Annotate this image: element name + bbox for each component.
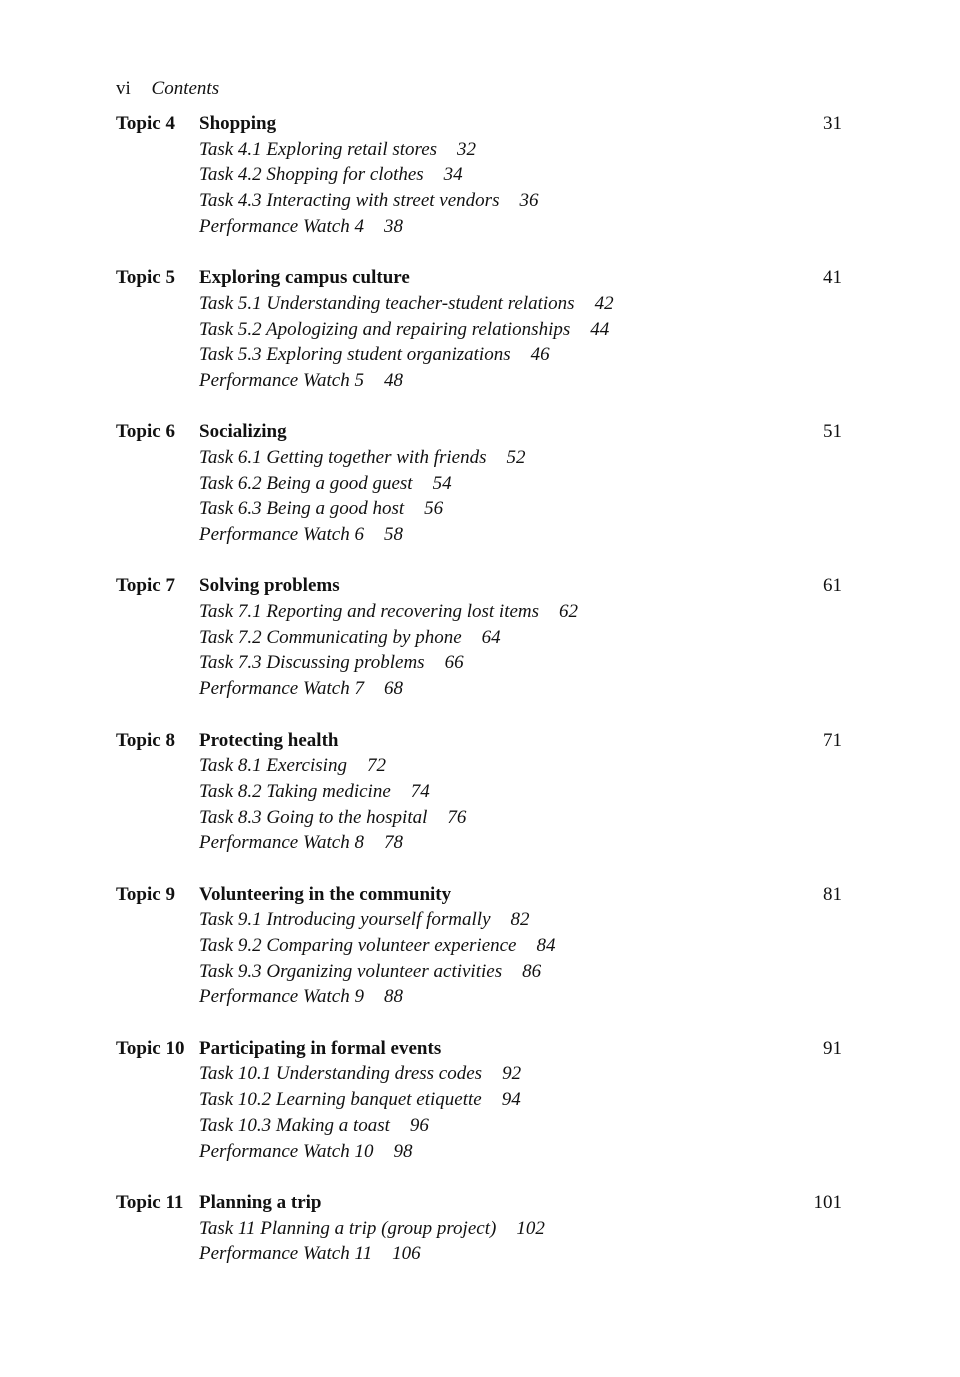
toc-topic xyxy=(116,573,842,701)
topic-heading[interactable] xyxy=(116,419,842,445)
task-page-number: 106 xyxy=(392,1243,421,1265)
topic-heading[interactable] xyxy=(116,882,842,908)
toc-topic xyxy=(116,265,842,393)
task-title: Task 7.2 Communicating by phone xyxy=(199,626,462,648)
task-entry[interactable] xyxy=(116,650,842,676)
toc-topic xyxy=(116,728,842,856)
task-title: Task 8.2 Taking medicine xyxy=(199,780,391,802)
task-title: Task 4.2 Shopping for clothes xyxy=(199,164,424,186)
task-entry[interactable] xyxy=(116,188,842,214)
performance-watch-entry[interactable] xyxy=(116,522,842,548)
performance-watch-entry[interactable] xyxy=(116,214,842,240)
task-entry[interactable] xyxy=(116,779,842,805)
toc-topic xyxy=(116,111,842,239)
performance-watch-entry[interactable] xyxy=(116,1241,842,1267)
topic-heading[interactable] xyxy=(116,1190,842,1216)
task-title: Performance Watch 6 xyxy=(199,524,364,545)
task-title: Task 11 Planning a trip (group project) xyxy=(199,1217,497,1239)
task-title: Performance Watch 4 xyxy=(199,215,364,237)
performance-watch-entry[interactable] xyxy=(116,830,842,856)
task-entry[interactable] xyxy=(116,1113,842,1139)
task-title: Task 9.2 Comparing volunteer experience xyxy=(199,935,517,956)
toc-topic xyxy=(116,419,842,547)
task-entry[interactable] xyxy=(116,599,842,625)
task-title: Performance Watch 8 xyxy=(199,832,364,854)
task-entry[interactable] xyxy=(116,317,842,343)
task-title: Task 6.3 Being a good host xyxy=(199,498,405,520)
task-page-number: 94 xyxy=(501,1089,521,1111)
task-title: Performance Watch 11 xyxy=(199,1243,373,1265)
task-entry[interactable] xyxy=(116,933,842,959)
task-entry[interactable] xyxy=(116,162,842,188)
task-page-number: 38 xyxy=(384,215,403,237)
page-header xyxy=(116,76,219,102)
task-page-number: 72 xyxy=(366,755,386,777)
task-page-number: 76 xyxy=(447,806,467,828)
task-page-number: 66 xyxy=(444,652,464,674)
task-page-number: 52 xyxy=(506,446,526,468)
performance-watch-entry[interactable] xyxy=(116,368,842,394)
task-title: Task 7.3 Discussing problems xyxy=(199,652,425,674)
task-title: Task 9.1 Introducing yourself formally xyxy=(199,909,491,931)
task-page-number: 102 xyxy=(516,1217,545,1239)
task-title: Performance Watch 7 xyxy=(199,678,364,700)
page-number: vi xyxy=(116,78,131,99)
task-page-number: 58 xyxy=(384,524,403,545)
performance-watch-entry[interactable] xyxy=(116,676,842,702)
toc-topic xyxy=(116,1036,842,1164)
topic-label: Topic 8 xyxy=(116,729,175,751)
task-page-number: 96 xyxy=(409,1114,429,1136)
task-entry[interactable] xyxy=(116,1087,842,1113)
task-title: Task 10.3 Making a toast xyxy=(199,1114,390,1136)
topic-title: Participating in formal events xyxy=(199,1037,442,1059)
task-title: Task 6.2 Being a good guest xyxy=(199,472,413,494)
topic-heading[interactable] xyxy=(116,265,842,291)
task-page-number: 44 xyxy=(590,318,610,340)
task-entry[interactable] xyxy=(116,496,842,522)
table-of-contents xyxy=(116,111,842,1293)
topic-page-number: 31 xyxy=(823,113,842,134)
task-title: Task 4.3 Interacting with street vendors xyxy=(199,190,500,212)
topic-label: Topic 10 xyxy=(116,1037,185,1059)
topic-page-number: 41 xyxy=(823,267,842,289)
topic-title: Planning a trip xyxy=(199,1191,322,1213)
task-title: Task 5.3 Exploring student organizations xyxy=(199,344,511,366)
topic-title: Solving problems xyxy=(199,575,340,597)
task-entry[interactable] xyxy=(116,445,842,471)
task-page-number: 68 xyxy=(384,678,403,700)
topic-label: Topic 5 xyxy=(116,267,175,289)
topic-page-number: 81 xyxy=(823,883,842,905)
task-page-number: 56 xyxy=(424,498,444,520)
topic-page-number: 51 xyxy=(823,421,842,443)
task-title: Performance Watch 10 xyxy=(199,1140,374,1162)
task-page-number: 92 xyxy=(502,1063,522,1085)
topic-title: Shopping xyxy=(199,113,277,134)
task-title: Task 7.1 Reporting and recovering lost items xyxy=(199,601,540,623)
task-page-number: 54 xyxy=(432,472,452,494)
task-page-number: 98 xyxy=(393,1140,413,1162)
toc-topic xyxy=(116,1190,842,1267)
task-page-number: 86 xyxy=(522,960,542,982)
task-title: Performance Watch 9 xyxy=(199,986,364,1008)
task-title: Task 8.3 Going to the hospital xyxy=(199,806,428,828)
task-entry[interactable] xyxy=(116,907,842,933)
topic-label: Topic 4 xyxy=(116,113,175,134)
task-title: Task 10.1 Understanding dress codes xyxy=(199,1063,483,1085)
task-entry[interactable] xyxy=(116,1061,842,1087)
task-page-number: 64 xyxy=(481,626,501,648)
topic-heading[interactable] xyxy=(116,728,842,754)
topic-page-number: 91 xyxy=(823,1037,842,1059)
task-entry[interactable] xyxy=(116,471,842,497)
task-entry[interactable] xyxy=(116,805,842,831)
task-entry[interactable] xyxy=(116,625,842,651)
topic-page-number: 101 xyxy=(813,1191,842,1213)
task-page-number: 36 xyxy=(519,190,539,212)
topic-title: Socializing xyxy=(199,421,287,443)
task-title: Task 6.1 Getting together with friends xyxy=(199,446,487,468)
topic-heading[interactable] xyxy=(116,111,842,137)
task-title: Performance Watch 5 xyxy=(199,369,364,391)
performance-watch-entry[interactable] xyxy=(116,1139,842,1165)
task-page-number: 42 xyxy=(594,292,614,314)
topic-page-number: 71 xyxy=(823,729,842,751)
topic-title: Volunteering in the community xyxy=(199,883,452,905)
task-entry[interactable] xyxy=(116,753,842,779)
task-page-number: 32 xyxy=(457,138,477,160)
topic-title: Protecting health xyxy=(199,729,339,751)
task-title: Task 9.3 Organizing volunteer activities xyxy=(199,960,503,982)
task-page-number: 46 xyxy=(530,344,550,366)
task-entry[interactable] xyxy=(116,959,842,985)
topic-label: Topic 6 xyxy=(116,421,175,443)
toc-topic xyxy=(116,882,842,1010)
task-page-number: 84 xyxy=(536,935,556,956)
topic-label: Topic 7 xyxy=(116,575,175,597)
performance-watch-entry[interactable] xyxy=(116,984,842,1010)
task-title: Task 8.1 Exercising xyxy=(199,755,347,777)
task-page-number: 74 xyxy=(410,780,430,802)
topic-heading[interactable] xyxy=(116,1036,842,1062)
task-page-number: 82 xyxy=(510,909,530,931)
running-title: Contents xyxy=(151,78,220,99)
topic-label: Topic 9 xyxy=(116,883,175,905)
task-page-number: 62 xyxy=(559,601,579,623)
task-title: Task 10.2 Learning banquet etiquette xyxy=(199,1089,482,1111)
topic-page-number: 61 xyxy=(823,575,842,597)
topic-label: Topic 11 xyxy=(116,1191,184,1213)
task-title: Task 5.2 Apologizing and repairing relationships xyxy=(199,318,571,340)
topic-heading[interactable] xyxy=(116,573,842,599)
topic-title: Exploring campus culture xyxy=(199,267,410,289)
task-entry[interactable] xyxy=(116,137,842,163)
task-page-number: 34 xyxy=(443,164,463,186)
task-page-number: 78 xyxy=(384,832,403,854)
task-entry[interactable] xyxy=(116,1216,842,1242)
task-page-number: 48 xyxy=(384,369,403,391)
task-title: Task 5.1 Understanding teacher-student relations xyxy=(199,292,575,314)
task-title: Task 4.1 Exploring retail stores xyxy=(199,138,438,160)
task-page-number: 88 xyxy=(384,986,403,1008)
task-entry[interactable] xyxy=(116,291,842,317)
task-entry[interactable] xyxy=(116,342,842,368)
